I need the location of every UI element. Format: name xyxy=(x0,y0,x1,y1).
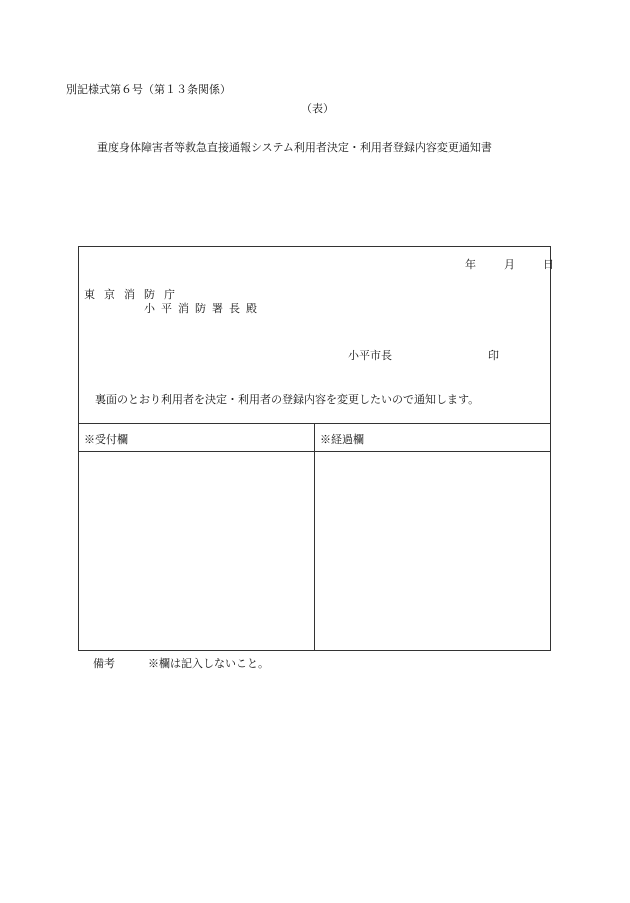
form-number: 別記様式第６号（第１３条関係） xyxy=(66,83,231,96)
seal-mark: 印 xyxy=(488,349,499,362)
date-day-label: 日 xyxy=(543,258,554,271)
date-year-label: 年 xyxy=(465,258,476,271)
date-month-label: 月 xyxy=(504,258,515,271)
reception-cell[interactable] xyxy=(79,452,314,650)
reception-column-header: ※受付欄 xyxy=(84,433,128,446)
remarks-label: 備考 xyxy=(93,657,115,670)
progress-column-header: ※経過欄 xyxy=(320,433,364,446)
date-line xyxy=(465,256,554,272)
document-title: 重度身体障害者等救急直接通報システム利用者決定・利用者登録内容変更通知書 xyxy=(97,141,492,154)
remarks-text: ※欄は記入しないこと。 xyxy=(148,657,269,670)
side-label: （表） xyxy=(301,102,334,115)
recipient-title: 小平消防署長殿 xyxy=(144,302,263,315)
sender-name: 小平市長 xyxy=(348,349,392,362)
progress-cell[interactable] xyxy=(315,452,550,650)
recipient-organization: 東京消防庁 xyxy=(84,288,184,301)
notice-body: 裏面のとおり利用者を決定・利用者の登録内容を変更したいので通知します。 xyxy=(95,393,480,406)
